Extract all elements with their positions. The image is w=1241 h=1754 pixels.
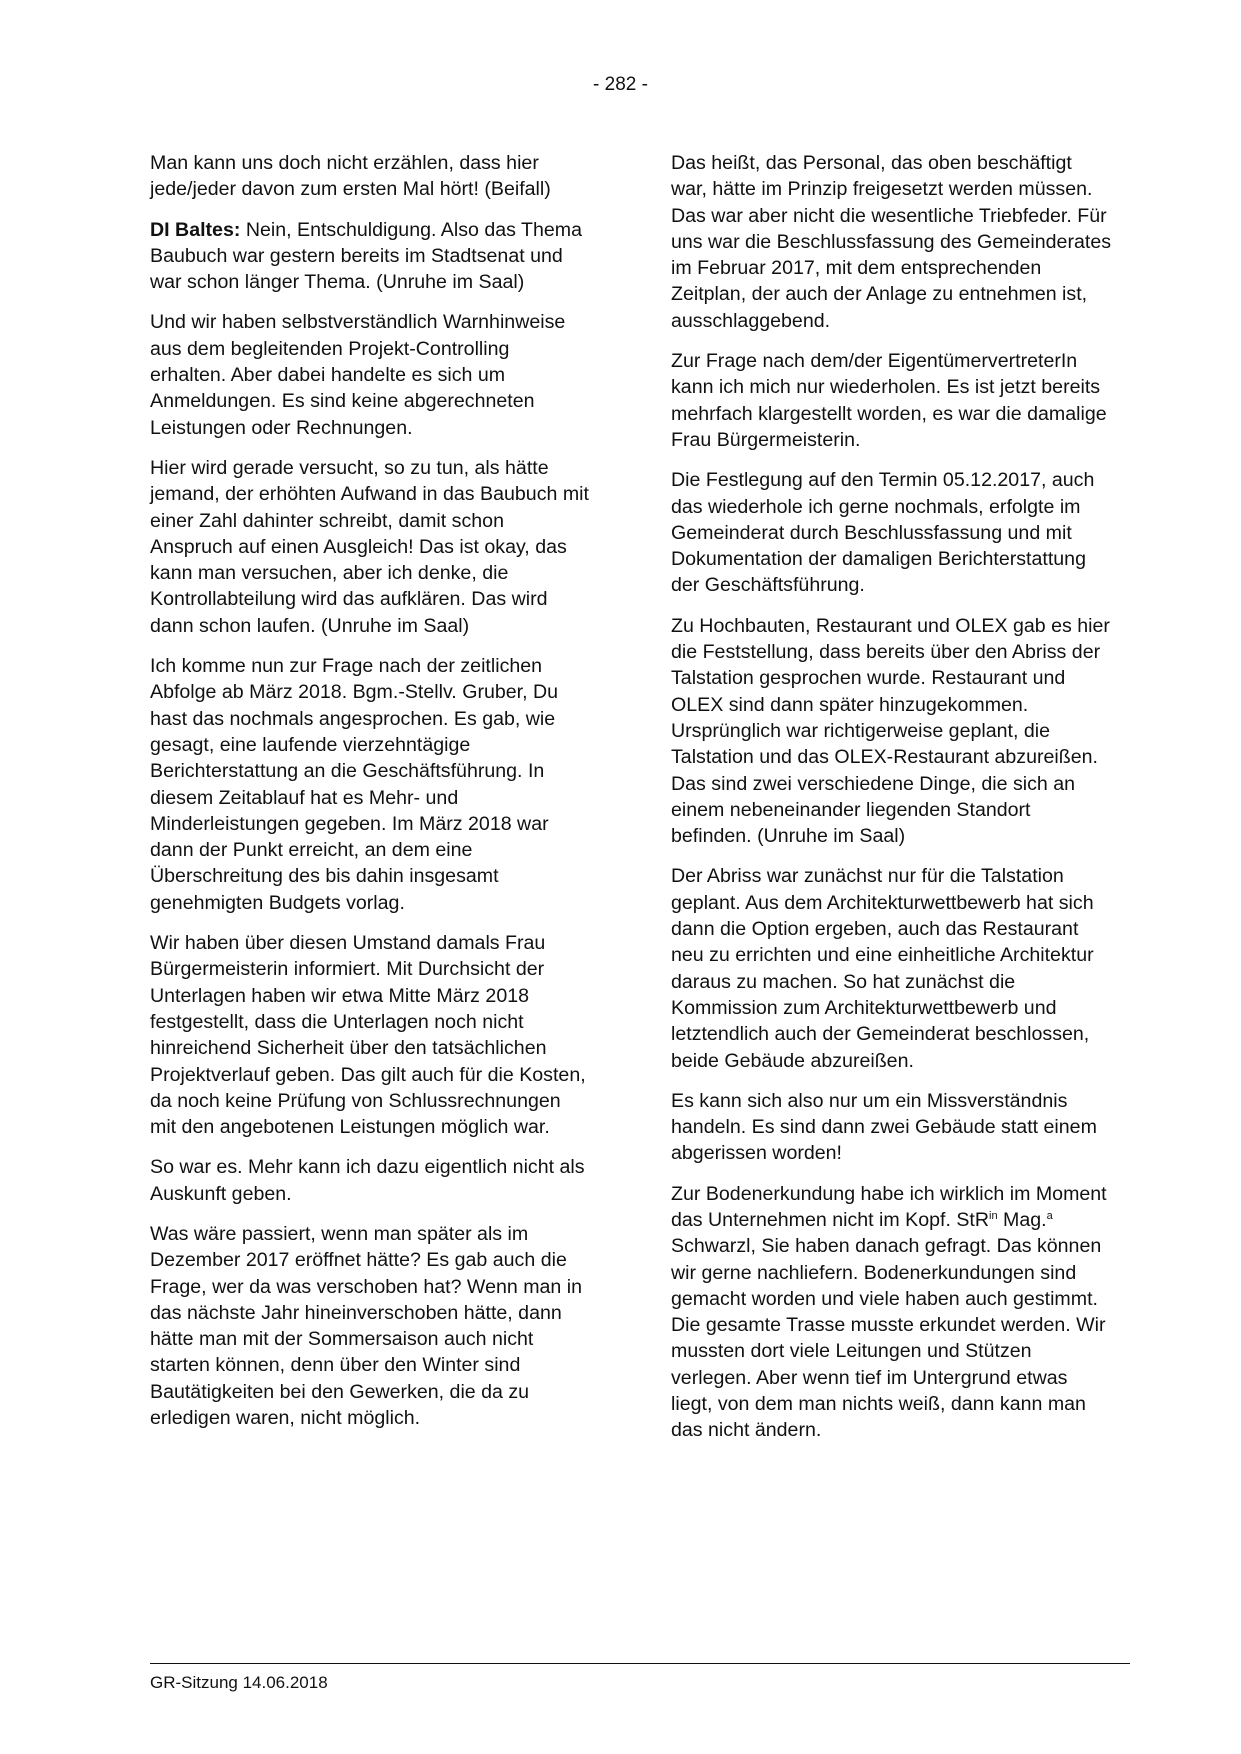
text-segment: Zur Bodenerkundung habe ich wirklich im Moment das Unternehmen nicht im Kopf. StR [671, 1182, 1107, 1231]
paragraph: Hier wird gerade versucht, so zu tun, als hätte jemand, der erhöhten Aufwand in das Baubuch mit einer Zahl dahinter schreibt, damit schon Anspruch auf einen Ausgleich! Das ist okay, das kann man versuchen, aber ich denke, die Kontrollabteilung wird das aufklären. Das wird dann schon laufen. (Unruhe im Saal) [150, 456, 589, 637]
text-segment: Mag. [997, 1208, 1047, 1231]
paragraph: Und wir haben selbstverständlich Warnhinweise aus dem begleitenden Projekt-Controlling erhalten. Aber dabei handelte es sich um Anmeldungen. Es sind keine abgerechneten Leistungen oder Rechnungen. [150, 311, 566, 439]
paragraph: Das heißt, das Personal, das oben beschäftigt war, hätte im Prinzip freigesetzt werden müssen. Das war aber nicht die wesentliche Triebfeder. Für uns war die Beschlussfassung des Gemeinderates im Februar 2017, mit dem entsprechenden Zeitplan, der auch der Anlage zu entnehmen ist, ausschlaggebend. [671, 152, 1112, 332]
footer-divider [150, 1663, 1130, 1664]
paragraph-speaker-statement [150, 217, 590, 296]
paragraph [671, 1181, 1111, 1444]
paragraph: Was wäre passiert, wenn man später als im Dezember 2017 eröffnet hätte? Es gab auch die Frage, wer da was verschoben hat? Wenn man in das nächste Jahr hineinverschoben hätte, dann hätte man mit der Sommersaison auch nicht starten können, denn über den Winter sind Bautätigkeiten bei den Gewerken, die da zu erledigen waren, nicht möglich. [150, 1222, 583, 1430]
paragraph: Zur Frage nach dem/der EigentümervertreterIn kann ich mich nur wiederholen. Es ist jetzt bereits mehrfach klargestellt worden, es war die damalige Frau Bürgermeisterin. [671, 350, 1107, 451]
superscript: a [1046, 1209, 1053, 1222]
paragraph: Die Festlegung auf den Termin 05.12.2017, auch das wiederhole ich gerne nochmals, erfolgte im Gemeinderat durch Beschlussfassung und mit Dokumentation der damaligen Berichterstattung der Geschäftsführung. [671, 469, 1095, 597]
footer-session-label: GR-Sitzung 14.06.2018 [150, 1673, 328, 1692]
left-column [150, 150, 590, 1445]
paragraph: Der Abriss war zunächst nur für die Talstation geplant. Aus dem Architekturwettbewerb hat sich dann die Option ergeben, auch das Restaurant neu zu errichten und eine einheitliche Architektur daraus zu machen. So hat zunächst die Kommission zum Architekturwettbewerb und letztendlich auch der Gemeinderat beschlossen, beide Gebäude abzureißen. [671, 865, 1094, 1072]
text-segment: Schwarzl, Sie haben danach gefragt. Das können wir gerne nachliefern. Bodenerkundungen sind gemacht worden und viele haben auch gestimmt. Die gesamte Trasse musste erkundet werden. Wir mussten dort viele Leitungen und Stützen verlegen. Aber wenn tief im Untergrund etwas liegt, von dem man nichts weiß, dann kann man das nicht ändern. [671, 1235, 1106, 1442]
page-number: - 282 - [593, 74, 648, 95]
paragraph: Zu Hochbauten, Restaurant und OLEX gab es hier die Feststellung, dass bereits über den Abriss der Talstation gesprochen wurde. Restaurant und OLEX sind dann später hinzugekommen. Ursprünglich war richtigerweise geplant, die Talstation und das OLEX-Restaurant abzureißen. Das sind zwei verschiedene Dinge, die sich an einem nebeneinander liegenden Standort befinden. (Unruhe im Saal) [671, 614, 1110, 848]
paragraph: So war es. Mehr kann ich dazu eigentlich nicht als Auskunft geben. [150, 1156, 585, 1205]
right-column [671, 150, 1111, 1458]
paragraph: Es kann sich also nur um ein Missverständnis handeln. Es sind dann zwei Gebäude statt einem abgerissen worden! [671, 1089, 1097, 1165]
speaker-text: Nein, Entschuldigung. Also das Thema Baubuch war gestern bereits im Stadtsenat und war schon länger Thema. (Unruhe im Saal) [150, 218, 583, 294]
speaker-name: DI Baltes: [150, 218, 241, 241]
paragraph: Ich komme nun zur Frage nach der zeitlichen Abfolge ab März 2018. Bgm.-Stellv. Gruber, Du hast das nochmals angesprochen. Es gab, wie gesagt, eine laufende vierzehntägige Berichterstattung an die Geschäftsführung. In diesem Zeitablauf hat es Mehr- und Minderleistungen gegeben. Im März 2018 war dann der Punkt erreicht, an dem eine Überschreitung des bis dahin insgesamt genehmigten Budgets vorlag. [150, 655, 559, 914]
paragraph: Wir haben über diesen Umstand damals Frau Bürgermeisterin informiert. Mit Durchsicht der Unterlagen haben wir etwa Mitte März 2018 festgestellt, dass die Unterlagen noch nicht hinreichend Sicherheit über den tatsächlichen Projektverlauf geben. Das gilt auch für die Kosten, da noch keine Prüfung von Schlussrechnungen mit den angebotenen Leistungen möglich war. [150, 932, 586, 1139]
superscript: in [989, 1209, 998, 1222]
paragraph: Man kann uns doch nicht erzählen, dass hier jede/jeder davon zum ersten Mal hört! (Beifall) [150, 152, 551, 201]
